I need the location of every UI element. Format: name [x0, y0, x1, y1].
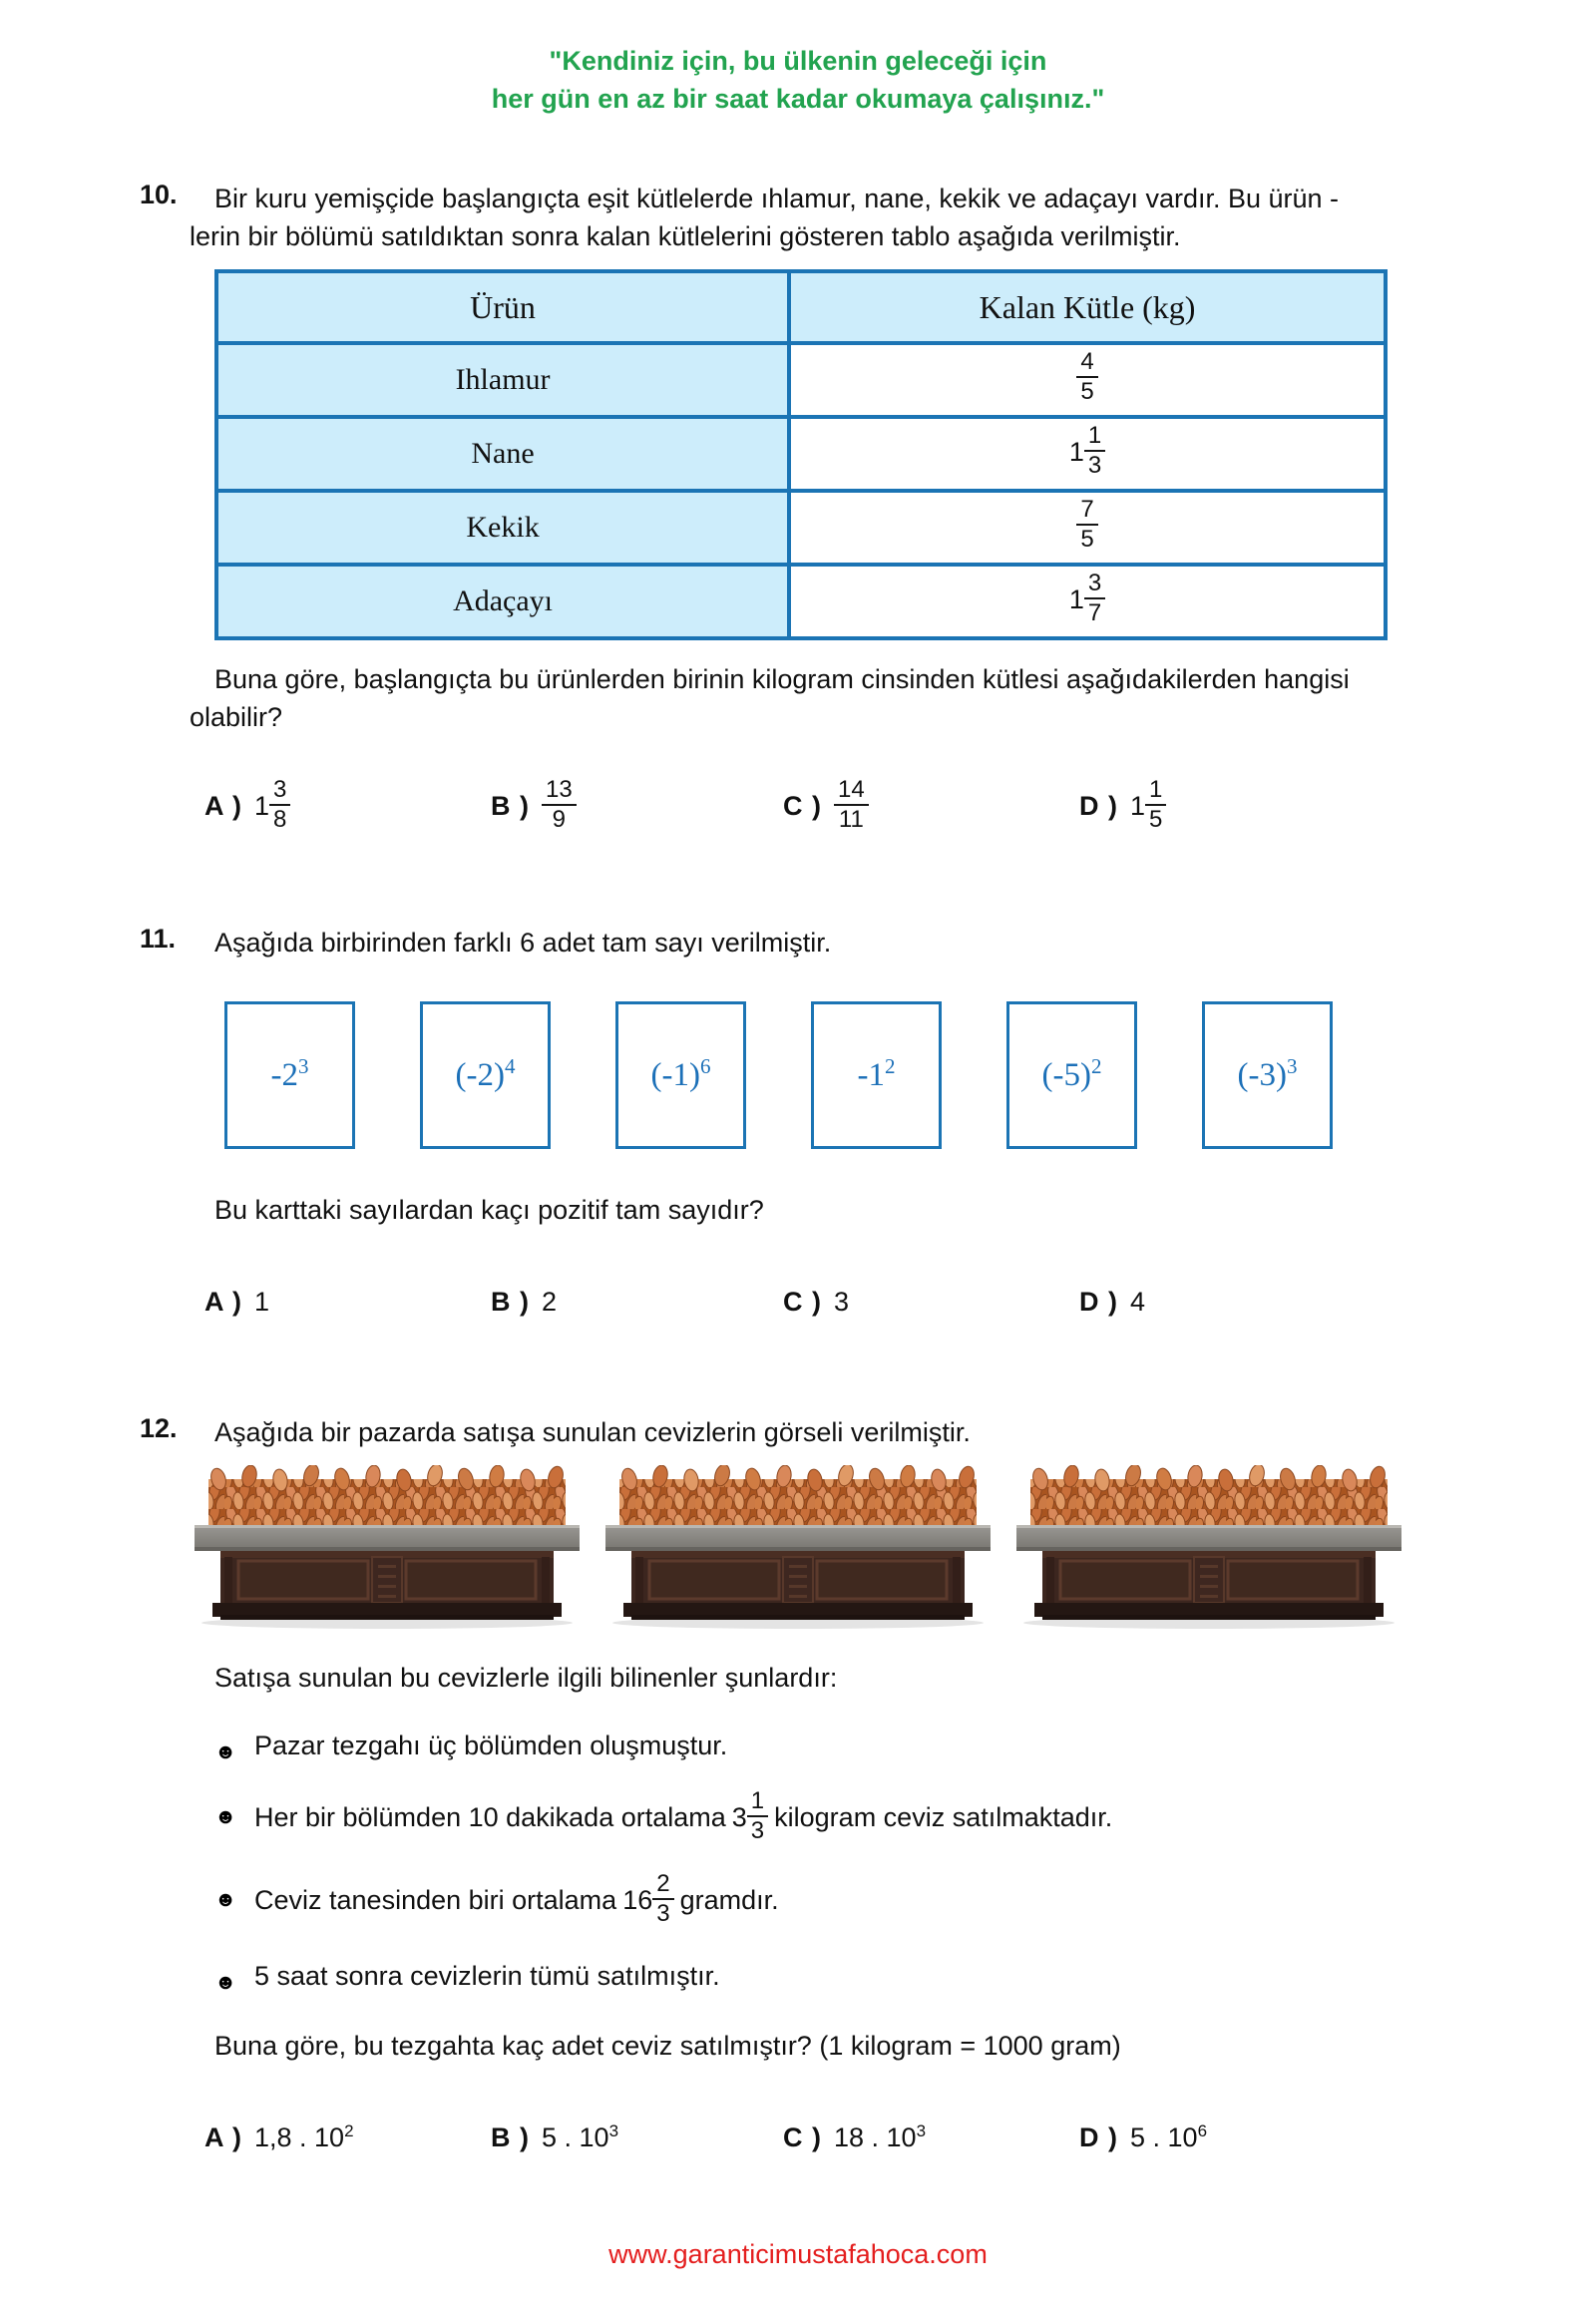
question-12-number: 12.	[140, 1413, 178, 1443]
product-name: Nane	[216, 417, 789, 491]
numerator: 7	[1076, 497, 1097, 526]
numerator: 1	[747, 1788, 768, 1817]
question-10-options	[190, 776, 1446, 836]
option-mantissa: 5 . 10	[1130, 2122, 1198, 2152]
numerator: 13	[542, 777, 577, 806]
denominator: 3	[1087, 452, 1102, 479]
prompt-line: Buna göre, bu tezgahta kaç adet ceviz satılmıştır? (1 kilogram = 1000 gram)	[214, 2031, 1121, 2061]
fraction-value	[1130, 776, 1166, 836]
denominator: 5	[1149, 806, 1163, 833]
fraction	[1084, 571, 1105, 626]
fraction-value	[254, 776, 290, 836]
option-c	[783, 1287, 1079, 1318]
integer-card	[811, 1001, 942, 1149]
card-exponent: 6	[699, 1053, 711, 1078]
option-mantissa: 5 . 10	[542, 2122, 609, 2152]
denominator: 7	[1087, 599, 1102, 626]
card-exponent: 3	[1286, 1053, 1298, 1078]
option-b	[491, 776, 783, 836]
fact-text: 5 saat sonra cevizlerin tümü satılmıştır.	[254, 1961, 720, 1991]
card-value	[857, 1053, 896, 1094]
fraction	[1076, 349, 1097, 405]
intro-line: Satışa sunulan bu cevizlerle ilgili bilinenler şunlardır:	[214, 1663, 838, 1693]
numerator: 2	[652, 1871, 673, 1900]
option-value	[542, 2122, 618, 2152]
product-name: Ihlamur	[216, 343, 789, 417]
option-value: 3	[834, 1287, 850, 1317]
fraction	[747, 1788, 768, 1844]
option-letter: B )	[491, 2122, 530, 2152]
option-a	[204, 776, 491, 836]
option-d	[1079, 1287, 1446, 1318]
card-exponent: 2	[1090, 1053, 1102, 1078]
question-12-options	[190, 2122, 1446, 2153]
fact-text-post: kilogram ceviz satılmaktadır.	[774, 1802, 1113, 1833]
fraction-value	[731, 1787, 768, 1847]
option-letter: D )	[1079, 791, 1118, 822]
header-quote	[0, 42, 1596, 118]
integer-card	[615, 1001, 746, 1149]
mass-value	[789, 565, 1386, 638]
fraction	[652, 1871, 673, 1927]
facts-list	[190, 1727, 1446, 1995]
integer-card	[1006, 1001, 1137, 1149]
denominator: 3	[750, 1817, 765, 1844]
option-d	[1079, 2122, 1446, 2153]
option-value: 2	[542, 1287, 558, 1317]
option-b	[491, 1287, 783, 1318]
statement-line: Aşağıda bir pazarda satışa sunulan cevizlerin görseli verilmiştir.	[214, 1417, 971, 1447]
numerator: 1	[1145, 777, 1166, 806]
card-base: (-2)	[455, 1056, 505, 1093]
numerator: 1	[1084, 423, 1105, 452]
whole-number: 1	[254, 790, 270, 821]
question-10	[0, 180, 1596, 836]
option-c	[783, 776, 1079, 836]
option-d	[1079, 776, 1446, 836]
option-letter: D )	[1079, 2122, 1118, 2152]
option-letter: A )	[204, 2122, 242, 2152]
table-row	[216, 343, 1386, 417]
product-name: Adaçayı	[216, 565, 789, 638]
column-header-product: Ürün	[216, 271, 789, 343]
denominator: 8	[273, 806, 287, 833]
card-base: (-5)	[1041, 1056, 1091, 1093]
smiley-bullet-icon: ☻	[214, 1805, 237, 1828]
question-11-options	[190, 1287, 1446, 1318]
card-exponent: 2	[885, 1053, 896, 1078]
fraction	[542, 777, 577, 833]
denominator: 5	[1080, 526, 1094, 553]
numerator: 3	[269, 777, 290, 806]
fact-item	[190, 1727, 1446, 1764]
fact-text-pre: Ceviz tanesinden biri ortalama	[254, 1885, 617, 1916]
fraction	[1145, 777, 1166, 833]
card-value	[455, 1053, 516, 1094]
fraction	[834, 777, 869, 833]
smiley-bullet-icon: ☻	[214, 1740, 237, 1763]
table-header-row	[216, 271, 1386, 343]
question-10-prompt	[190, 660, 1446, 736]
option-exponent: 3	[916, 2121, 927, 2140]
option-mantissa: 18 . 10	[834, 2122, 917, 2152]
question-11	[0, 924, 1596, 1318]
mass-value	[789, 343, 1386, 417]
fact-text-pre: Her bir bölümden 10 dakikada ortalama	[254, 1802, 726, 1833]
option-a	[204, 2122, 491, 2153]
card-base: (-3)	[1237, 1056, 1287, 1093]
option-value: 4	[1130, 1287, 1146, 1317]
fraction-value	[622, 1870, 673, 1930]
prompt-line: Bu karttaki sayılardan kaçı pozitif tam sayıdır?	[214, 1195, 764, 1225]
option-letter: D )	[1079, 1287, 1118, 1317]
option-letter: B )	[491, 791, 530, 822]
numerator: 4	[1076, 349, 1097, 378]
mass-value	[789, 491, 1386, 565]
option-mantissa: 1,8 . 10	[254, 2122, 345, 2152]
option-value	[834, 2122, 926, 2152]
smiley-bullet-icon: ☻	[214, 1888, 237, 1911]
fraction-value	[834, 776, 869, 836]
option-letter: C )	[783, 791, 822, 822]
fact-text-post: gramdır.	[679, 1885, 779, 1916]
table-row	[216, 491, 1386, 565]
denominator: 9	[552, 806, 567, 833]
card-base: -1	[857, 1056, 885, 1093]
integer-cards	[224, 1001, 1446, 1149]
card-exponent: 3	[298, 1053, 309, 1078]
fraction-value	[1068, 570, 1105, 629]
card-exponent: 4	[504, 1053, 516, 1078]
question-12-statement	[190, 1413, 1446, 1451]
remaining-mass-table	[214, 269, 1388, 640]
mass-value	[789, 417, 1386, 491]
integer-card	[1202, 1001, 1333, 1149]
denominator: 5	[1080, 378, 1094, 405]
option-exponent: 6	[1197, 2121, 1208, 2140]
table-row	[216, 565, 1386, 638]
option-value	[1130, 2122, 1207, 2152]
fraction-value	[1076, 348, 1097, 408]
walnut-stalls-illustration	[195, 1465, 1401, 1633]
option-exponent: 2	[344, 2121, 354, 2140]
fraction	[1076, 497, 1097, 553]
whole-number: 1	[1130, 790, 1146, 821]
numerator: 3	[1084, 571, 1105, 599]
footer-website-url: www.garanticimustafahoca.com	[608, 2239, 988, 2269]
option-a	[204, 1287, 491, 1318]
column-header-mass: Kalan Kütle (kg)	[789, 271, 1386, 343]
smiley-bullet-icon: ☻	[214, 1971, 237, 1994]
whole-number: 3	[731, 1802, 747, 1832]
fact-text: Pazar tezgahı üç bölümden oluşmuştur.	[254, 1731, 728, 1760]
prompt-line: olabilir?	[190, 702, 283, 732]
option-c	[783, 2122, 1079, 2153]
card-value	[1237, 1053, 1298, 1094]
fraction	[1084, 423, 1105, 479]
option-letter: A )	[204, 791, 242, 822]
question-12-prompt	[190, 2027, 1446, 2065]
quote-line-2: her gün en az bir saat kadar okumaya çalışınız."	[491, 84, 1105, 114]
statement-line: Bir kuru yemişçide başlangıçta eşit kütlelerde ıhlamur, nane, kekik ve adaçayı vardır. Bu ürün -	[214, 184, 1340, 213]
denominator: 3	[656, 1900, 670, 1927]
fraction-value	[1068, 422, 1105, 482]
denominator: 11	[838, 806, 864, 833]
whole-number: 1	[1068, 436, 1084, 467]
card-value	[1041, 1053, 1102, 1094]
fact-item	[190, 1957, 1446, 1995]
question-12-intro	[190, 1659, 1446, 1697]
statement-line: lerin bir bölümü satıldıktan sonra kalan kütlelerini gösteren tablo aşağıda verilmiştir.	[190, 221, 1181, 251]
quote-line-1: "Kendiniz için, bu ülkenin geleceği için	[549, 46, 1047, 76]
question-10-number: 10.	[140, 180, 178, 209]
option-letter: B )	[491, 1287, 530, 1317]
question-11-prompt	[190, 1191, 1446, 1229]
option-letter: C )	[783, 2122, 822, 2152]
statement-line: Aşağıda birbirinden farklı 6 adet tam sayı verilmiştir.	[214, 928, 832, 958]
card-value	[650, 1053, 711, 1094]
option-letter: C )	[783, 1287, 822, 1317]
question-10-statement	[190, 180, 1446, 255]
card-base: (-1)	[650, 1056, 700, 1093]
card-value	[270, 1053, 309, 1094]
integer-card	[420, 1001, 551, 1149]
prompt-line: Buna göre, başlangıçta bu ürünlerden birinin kilogram cinsinden kütlesi aşağıdakilerden hangisi	[214, 664, 1350, 694]
product-name: Kekik	[216, 491, 789, 565]
numerator: 14	[834, 777, 869, 806]
table-row	[216, 417, 1386, 491]
question-12	[0, 1413, 1596, 2153]
fact-item	[190, 1870, 1446, 1930]
card-base: -2	[270, 1056, 298, 1093]
whole-number: 1	[1068, 583, 1084, 614]
fraction-value	[542, 776, 577, 836]
option-b	[491, 2122, 783, 2153]
fact-item	[190, 1787, 1446, 1847]
question-11-statement	[190, 924, 1446, 962]
option-letter: A )	[204, 1287, 242, 1317]
fraction-value	[1076, 496, 1097, 556]
whole-number: 16	[622, 1885, 653, 1915]
option-value	[254, 2122, 354, 2152]
integer-card	[224, 1001, 355, 1149]
fraction	[269, 777, 290, 833]
option-value: 1	[254, 1287, 270, 1317]
question-11-number: 11.	[140, 924, 177, 954]
option-exponent: 3	[608, 2121, 619, 2140]
